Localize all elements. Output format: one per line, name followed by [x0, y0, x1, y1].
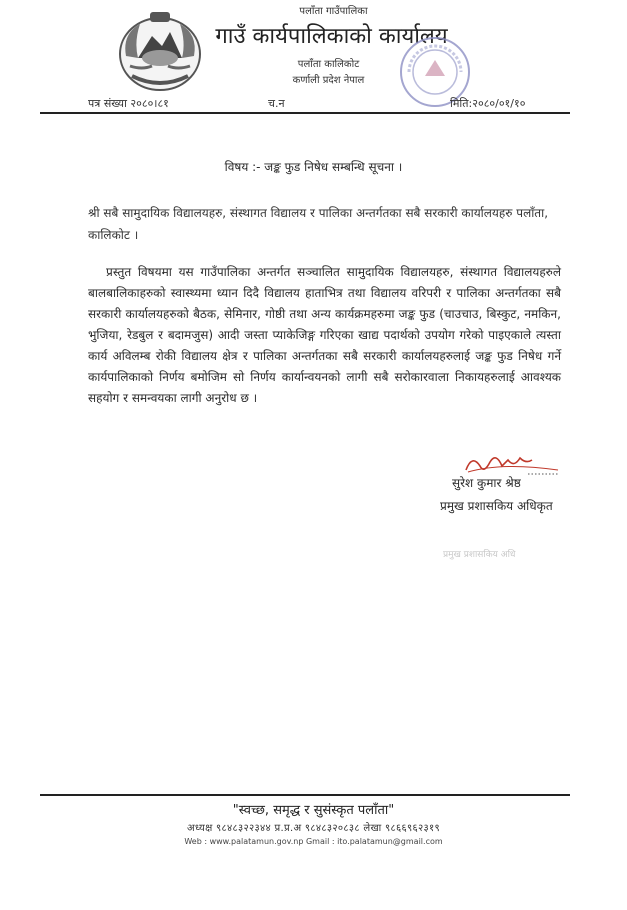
district-line: पलाँता कालिकोट [297, 59, 360, 70]
signatory-title: प्रमुख प्रशासकिय अधिकृत [440, 499, 553, 513]
recipient-address: श्री सबै सामुदायिक विद्यालयहरु, संस्थागत विद्यालय र पालिका अन्तर्गतका सबै सरकारी कार्यालयहरु पलाँता, कालिकोट । [88, 206, 549, 242]
footer-web-email: Web : www.palatamun.gov.np Gmail : ito.palatamun@gmail.com [184, 837, 443, 846]
province-line: कर्णाली प्रदेश नेपाल [292, 75, 365, 86]
dispatch-number: च.न [268, 97, 285, 110]
footer-divider [40, 794, 570, 796]
reference-number: पत्र संख्या २०८०।८१ [88, 97, 169, 110]
faint-stamp-text: प्रमुख प्रशासकिय अधि [443, 550, 516, 560]
subject-line: विषय :- जङ्क फुड निषेध सम्बन्धि सूचना । [224, 160, 403, 174]
body-paragraph: प्रस्तुत विषयमा यस गाउँपालिका अन्तर्गत सञ्चालित सामुदायिक विद्यालयहरु, संस्थागत विद्यालयहरुले बालबालिकाहरुको स्वास्थ्यमा ध्यान दिदै विद्यालय हाताभित्र तथा विद्यालय वरिपरी र पालिका अन्तर्गतका सबै सरकारी कार्यालयहरुको बैठक, सेमिनार, गोष्ठी तथा अन्य कार्यक्रमहरुमा जङ्क फुड (चाउचाउ, बिस्कुट, नमकिन, भुजिया, रेडबुल र बदामजुस) आदी जस्ता प्याकेजिङ्ग गरिएका खाद्य पदार्थको उपयोग गरेको पाइएकाले त्यस्ता कार्य अविलम्ब रोकी विद्यालय क्षेत्र र पालिका अन्तर्गतका सबै सरकारी कार्यालयहरुलाई जङ्क फुड निषेध गर्ने कार्यपालिकाको निर्णय बमोजिम सो निर्णय कार्यान्वयनको लागी सबै सरोकारवाला निकायहरुलाई आवश्यक सहयोग र समन्वयका लागी अनुरोध छ । [88, 265, 561, 405]
signatory-name: सुरेश कुमार श्रेष्ठ [452, 476, 521, 490]
letter-body [88, 262, 561, 409]
footer-contacts: अध्यक्ष ९८४८३२२३४४ प्र.प्र.अ ९८४८३२०८३८ लेखा ९८६६९६२३१९ [187, 823, 440, 834]
office-title: गाउँ कार्यपालिकाको कार्यालय [215, 24, 448, 49]
letter-date: मिति:२०८०/०१/१० [450, 97, 526, 110]
footer-motto: "स्वच्छ, समृद्ध र सुसंस्कृत पलाँता" [232, 803, 395, 818]
municipality-name: पलाँता गाउँपालिका [299, 6, 368, 17]
header-divider [40, 112, 570, 114]
